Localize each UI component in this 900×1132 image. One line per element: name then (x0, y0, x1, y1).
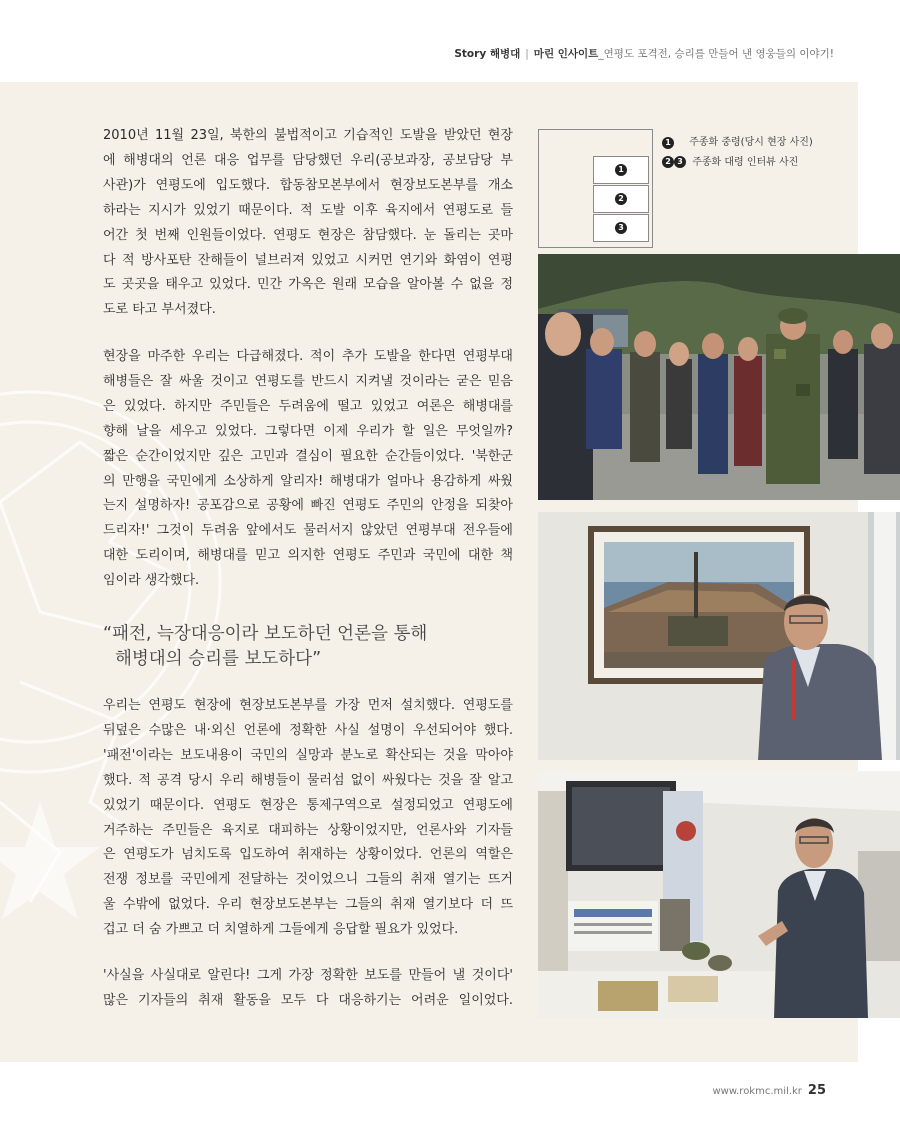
text-line: 하라는 지시가 있었기 때문이다. 적 도발 이후 육지에서 연평도로 들 (103, 202, 513, 218)
text-line: 대한 도리이며, 해병대를 믿고 의지한 연평도 주민과 국민에 대한 책 (103, 548, 513, 564)
pull-quote-line-2: 해병대의 승리를 보도하다” (115, 649, 322, 669)
text-line: 도 곳곳을 태우고 있었다. 민간 가옥은 원래 모습을 알아볼 수 없을 정 (103, 277, 513, 293)
paragraph-2 (103, 345, 513, 594)
paragraph-1 (103, 124, 513, 323)
paragraph-4 (103, 964, 513, 1014)
page-number: 25 (807, 1083, 826, 1098)
legend-slot-2 (593, 185, 649, 213)
text-line: 있었기 때문이다. 연평도 현장은 통제구역으로 설정되었고 연평도에 (103, 797, 513, 813)
number-badge: 1 (615, 164, 627, 176)
field-photo-illustration (538, 254, 900, 500)
pull-quote (103, 622, 523, 672)
text-line: 많은 기자들의 취재 활동을 모두 다 대응하기는 어려운 일이었다. (103, 992, 513, 1008)
text-line: 거주하는 주민들은 육지로 대피하는 상황이었지만, 언론사와 기자들 (103, 822, 513, 838)
number-badge: 2 (662, 156, 674, 168)
text-line: 다 적 방사포탄 잔해들이 널브러져 있었고 시커먼 연기와 화염이 연평 (103, 252, 513, 268)
magazine-section: Story 해병대 (454, 48, 521, 60)
text-line: 향해 날을 세우고 있었다. 그렇다면 이제 우리가 할 일은 무엇일까? (103, 423, 513, 439)
text-line: 에 해병대의 언론 대응 업무를 담당했던 우리(공보과장, 공보담당 부 (103, 152, 513, 168)
photo-interview-frame (538, 512, 900, 760)
page-footer (713, 1083, 827, 1098)
number-badge: 3 (674, 156, 686, 168)
text-line: 우리는 연평도 현장에 현장보도본부를 가장 먼저 설치했다. 연평도를 (103, 698, 513, 713)
page-header (454, 46, 834, 61)
exhibit-photo-illustration (538, 771, 900, 1018)
text-line: 어간 첫 번째 인원들이었다. 연평도 현장은 참담했다. 눈 돌리는 곳마 (103, 227, 513, 243)
text-line: 사관)가 연평도에 입도했다. 합동참모본부에서 현장보도본부를 개소 (103, 177, 513, 193)
caption-text: 주종화 중령(당시 현장 사진) (689, 137, 813, 148)
text-line: 은 연평도가 넘치도록 입도하여 취재하는 상황이었다. 언론의 역할은 (103, 847, 513, 863)
website-url: www.rokmc.mil.kr (712, 1086, 802, 1097)
photo-field-briefing (538, 254, 900, 500)
text-line: '패전'이라는 보도내용이 국민의 실망과 분노로 확산되는 것을 막아야 (103, 747, 513, 763)
caption-row (662, 133, 813, 153)
text-line: 했다. 적 공격 당시 우리 해병들이 물러섬 없이 싸웠다는 것을 잘 알고 (103, 772, 513, 788)
text-line: 현장을 마주한 우리는 다급해졌다. 적이 추가 도발을 한다면 연평부대 (103, 349, 513, 364)
number-badge: 2 (615, 193, 627, 205)
pull-quote-line-1: “패전, 늑장대응이라 보도하던 언론을 통해 (103, 624, 428, 644)
text-line: '사실을 사실대로 알린다! 그게 가장 정확한 보도를 만들어 낼 것이다' (103, 968, 513, 983)
photo-exhibit-hall (538, 771, 900, 1018)
text-line: 전쟁 정보를 국민에게 전달하는 것이었으니 그들의 취재 열기는 뜨거 (103, 872, 513, 888)
text-line: 는지 설명하자! 공포감으로 공황에 빠진 연평도 주민의 안정을 되찾아 (103, 498, 513, 514)
text-line: 2010년 11월 23일, 북한의 불법적이고 기습적인 도발을 받았던 현장 (103, 128, 513, 143)
text-line: 은 있었다. 하지만 주민들은 두려움에 떨고 있었고 여론은 해병대를 (103, 398, 513, 414)
text-line: 뒤덮은 수많은 내·외신 언론에 정확한 사실 설명이 우선되어야 했다. (103, 722, 513, 738)
interview-photo-illustration (538, 512, 900, 760)
paragraph-3 (103, 694, 513, 943)
photo-legend-diagram (538, 129, 653, 248)
header-separator: | (525, 48, 529, 60)
text-line: 임이라 생각했다. (103, 573, 200, 589)
text-line: 도로 타고 부서졌다. (103, 302, 216, 318)
photo-caption (662, 133, 813, 172)
text-line: 짧은 순간이었지만 깊은 고민과 결심이 필요한 순간들이었다. '북한군 (103, 448, 513, 464)
article-section: 마린 인사이트 (533, 48, 599, 60)
number-badge: 3 (615, 222, 627, 234)
text-line: 울 수밖에 없었다. 우리 현장보도본부는 그들의 취재 열기보다 더 뜨 (103, 897, 513, 913)
legend-slot-1 (593, 156, 649, 184)
number-badge: 1 (662, 137, 674, 149)
caption-text: 주종화 대령 인터뷰 사진 (692, 156, 799, 168)
caption-row (662, 153, 813, 173)
text-line: 의 만행을 국민에게 소상하게 알리자! 해병대가 얼마나 용감하게 싸웠 (103, 473, 513, 489)
legend-slot-3 (593, 214, 649, 242)
text-line: 겁고 더 숨 가쁘고 더 치열하게 그들에게 응답할 필요가 있었다. (103, 922, 459, 938)
article-subtitle: _연평도 포격전, 승리를 만들어 낸 영웅들의 이야기! (598, 48, 834, 60)
text-line: 해병들은 잘 싸울 것이고 연평도를 반드시 지켜낼 것이라는 굳은 믿음 (103, 373, 513, 389)
text-line: 드리자!' 그것이 두려움 앞에서도 물러서지 않았던 연평부대 전우들에 (103, 523, 513, 539)
